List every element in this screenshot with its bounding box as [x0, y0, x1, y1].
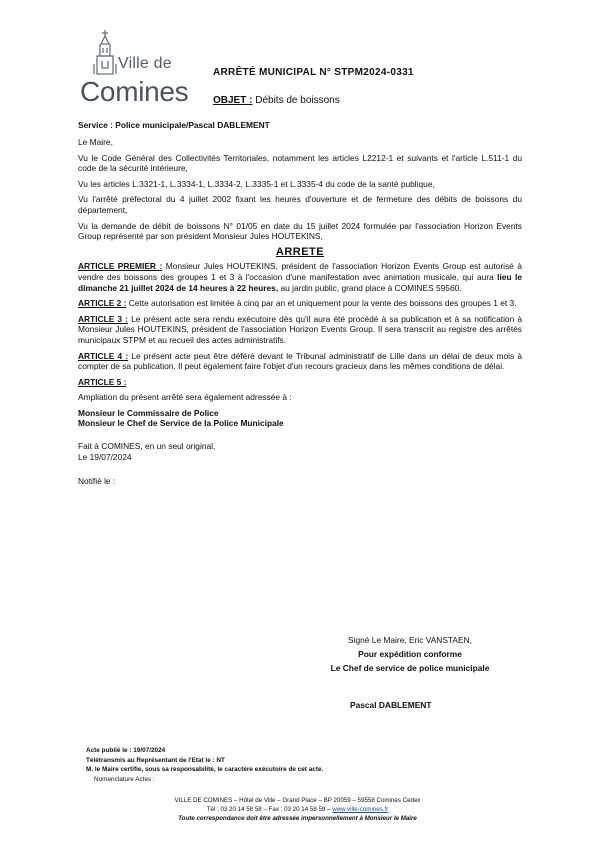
phone-fax: Tél : 03 20 14 58 58 – Fax : 03 20 14 58 59 – [206, 806, 333, 813]
publication-info [86, 746, 323, 784]
article-1 [78, 261, 522, 293]
signature-block [290, 633, 530, 675]
article-5 [78, 377, 522, 388]
recipient-1: Monsieur le Commissaire de Police [78, 407, 219, 418]
article-2-label: ARTICLE 2 : [78, 298, 127, 309]
certification-line: M. le Maire certifie, sous sa responsabilité, le caractère exécutoire de cet acte. [86, 766, 324, 773]
website-link[interactable]: www.ville-comines.fr [332, 806, 389, 813]
article-2 [78, 298, 522, 309]
signed-line: Signé Le Maire, Eric VANSTAEN, [348, 635, 472, 645]
article-1-text-a: Monsieur Jules HOUTEKINS, président de l'association Horizon Events Group est autorisé à vendre des boissons des groupes 1 et 3 à l'occasion d'une manifestation avec animation musicale, qui aura [78, 261, 522, 282]
subject-text: Débits de boissons [252, 95, 340, 106]
published-date: Acte publié le : 19/07/2024 [86, 747, 166, 754]
date-line: Le 19/07/2024 [78, 451, 132, 462]
address-line: VILLE DE COMINES – Hôtel de Ville – Grand Place – BP 20059 – 59558 Comines Cedex [174, 797, 421, 804]
logo-comines-text: Comines [80, 76, 189, 107]
vu-clause-3: Vu l'arrêté préfectoral du 4 juillet 2002 fixant les heures d'ouverture et de fermeture des débits de boissons du département, [78, 194, 522, 215]
decree-body [78, 137, 522, 492]
city-logo [80, 28, 195, 108]
nomenclature-line: Nomenclature Actes : [94, 775, 155, 783]
article-3-text: Le présent acte sera rendu exécutoire dès qu'il aura été procédé à sa publication et à sa notification à Monsieur Jules HOUTEKINS, président de l'association Horizon Events Group. Il sera transcrit au registre des arrêtés municipaux STPM et au recueil des actes administratifs. [78, 313, 523, 345]
decree-title: ARRÊTÉ MUNICIPAL N° STPM2024-0331 [213, 67, 414, 78]
subject-label: OBJET : [213, 95, 253, 106]
article-4-text: Le présent acte peut être déféré devant le Tribunal administratif de Lille dans un délai de deux mois à compter de sa publication. Il peut également faire l'objet d'un recours gracieux dans les mêmes conditions de délai. [78, 350, 522, 372]
chef-line: Le Chef de service de police municipale [330, 663, 490, 673]
article-1-date: lieu le dimanche 21 juillet 2024 de 14 heures à 22 heures, [78, 271, 522, 293]
contact-line [0, 805, 595, 814]
footer-address [0, 796, 595, 823]
article-4-label: ARTICLE 4 : [78, 350, 129, 361]
article-5-label: ARTICLE 5 : [78, 376, 127, 387]
correspondence-note: Toute correspondance doit être adressée impersonnellement à Monsieur le Maire [178, 815, 417, 822]
arrete-heading: ARRETE [275, 245, 325, 258]
article-3-label: ARTICLE 3 : [78, 313, 128, 324]
intro-line: Le Maire, [78, 137, 113, 147]
service-line: Service : Police municipale/Pascal DABLEMENT [78, 120, 270, 130]
article-4 [78, 351, 522, 372]
ampliation-line: Ampliation du présent arrêté sera également adressée à : [78, 392, 292, 403]
logo-ville-text: Ville de [118, 55, 172, 72]
vu-clause-2: Vu les articles L.3321-1, L.3334-1, L.3334-2, L.3335-1 et L.3335-4 du code de la santé publique, [78, 178, 435, 189]
church-spire-icon [90, 28, 120, 76]
notifie-line: Notifié le : [78, 476, 116, 487]
article-3 [78, 314, 522, 346]
recipient-2: Monsieur le Chef de Service de la Police Municipale [78, 418, 284, 429]
article-1-text-b: au jardin public, grand place à COMINES 59560. [278, 282, 462, 293]
vu-clause-1: Vu le Code Général des Collectivités Territoriales, notamment les articles L2212-1 et suivants et l'article L.511-1 du code de la sécurité intérieure, [78, 152, 522, 174]
teletransmis-line: Télétransmis au Représentant de l'Etat le : NT [86, 756, 225, 764]
fait-line: Fait à COMINES, en un seul original, [78, 441, 216, 452]
vu-clause-4: Vu la demande de débit de boissons N° 01/05 en date du 15 juillet 2024 formulée par l'association Horizon Events Group représenté par son président Monsieur Jules HOUTEKINS, [78, 220, 522, 242]
decree-subject [213, 95, 340, 106]
article-2-text: Cette autorisation est limitée à cinq par an et uniquement pour la vente des boissons des groupes 1 et 3. [126, 298, 517, 309]
expedition-line: Pour expédition conforme [358, 649, 462, 659]
article-1-label: ARTICLE PREMIER : [78, 261, 163, 272]
signer-name: Pascal DABLEMENT [350, 700, 432, 710]
